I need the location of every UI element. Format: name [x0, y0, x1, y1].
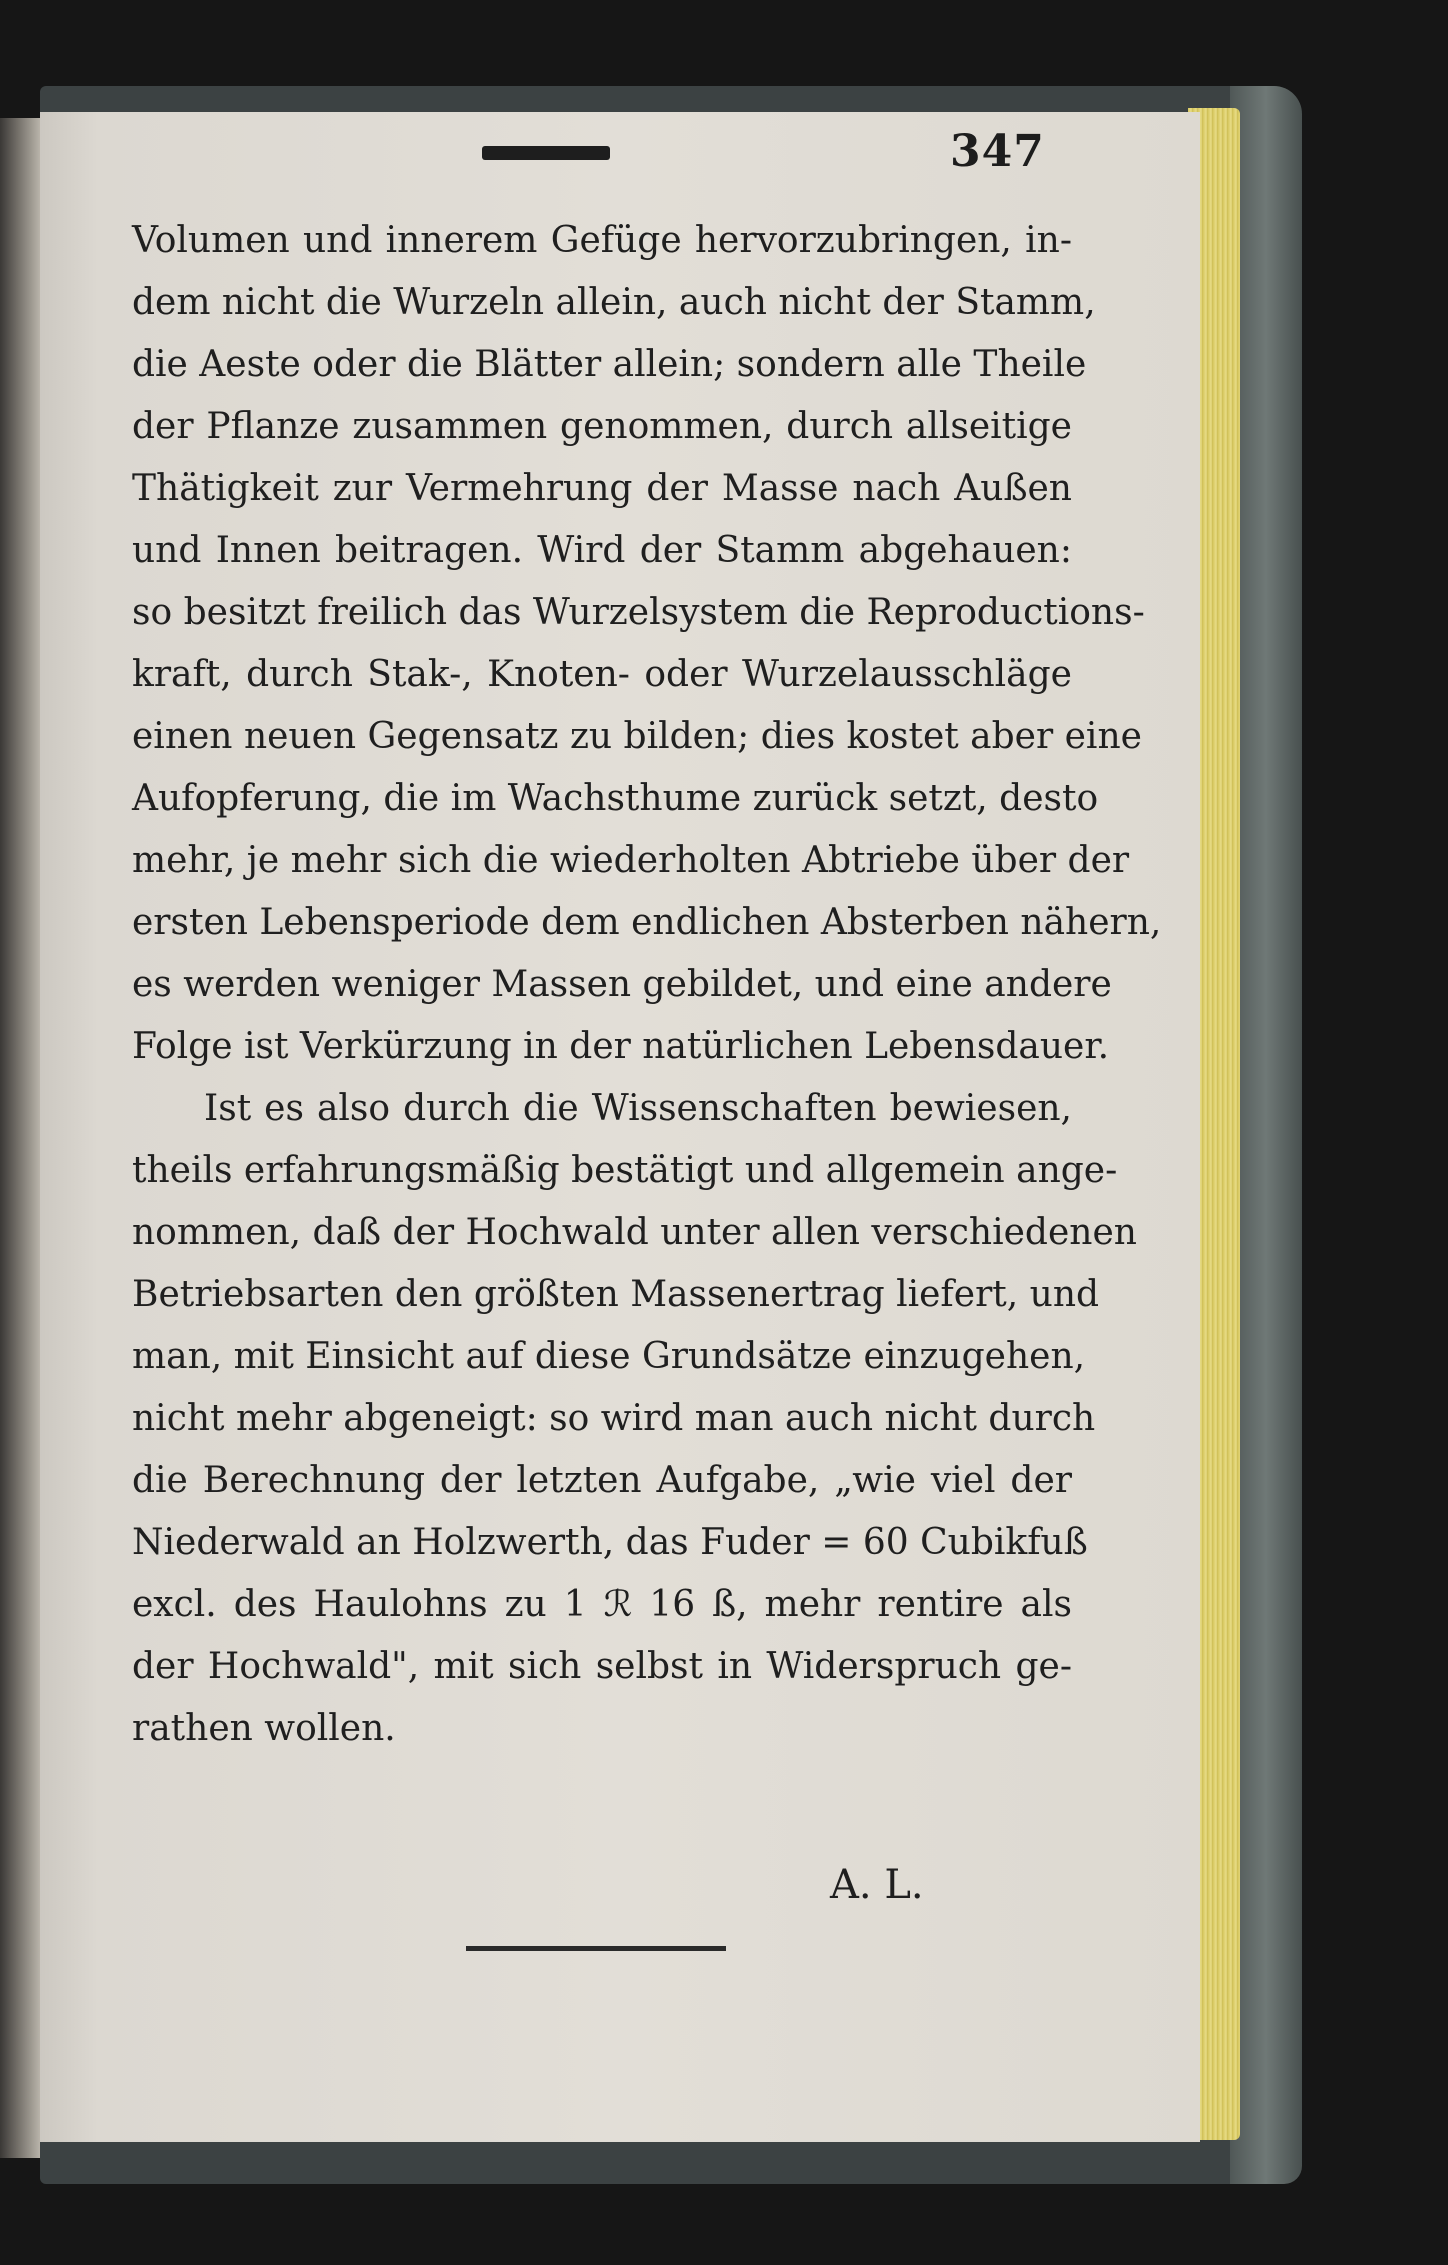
text-line: der Hochwald", mit sich selbst in Widerspruch ge- [132, 1646, 1072, 1687]
text-line: nommen, daß der Hochwald unter allen verschiedenen [132, 1212, 1137, 1253]
text-line: der Pflanze zusammen genommen, durch allseitige [132, 406, 1072, 447]
text-line: Volumen und innerem Gefüge hervorzubringen, in- [132, 220, 1072, 261]
text-line: einen neuen Gegensatz zu bilden; dies kostet aber eine [132, 716, 1142, 757]
text-line: mehr, je mehr sich die wiederholten Abtriebe über der [132, 840, 1130, 881]
text-line: Thätigkeit zur Vermehrung der Masse nach Außen [132, 468, 1072, 509]
text-line: nicht mehr abgeneigt: so wird man auch nicht durch [132, 1398, 1096, 1439]
text-line: kraft, durch Stak-, Knoten- oder Wurzelausschläge [132, 654, 1072, 695]
text-line: man, mit Einsicht auf diese Grundsätze einzugehen, [132, 1336, 1086, 1377]
text-line: die Aeste oder die Blätter allein; sondern alle Theile [132, 344, 1087, 385]
text-line: Folge ist Verkürzung in der natürlichen Lebensdauer. [132, 1026, 1110, 1067]
text-line: dem nicht die Wurzeln allein, auch nicht der Stamm, [132, 282, 1096, 323]
text-line: excl. des Haulohns zu 1 ℛ 16 ß, mehr rentire als [132, 1584, 1072, 1625]
closing-rule [466, 1946, 726, 1951]
header-ornament-rule [482, 146, 610, 160]
body-text [132, 210, 1162, 1760]
page-number: 347 [950, 126, 1045, 177]
text-line: ersten Lebensperiode dem endlichen Absterben nähern, [132, 902, 1162, 943]
text-line: es werden weniger Massen gebildet, und eine andere [132, 964, 1112, 1005]
text-line: so besitzt freilich das Wurzelsystem die Reproductions- [132, 592, 1145, 633]
text-line: und Innen beitragen. Wird der Stamm abgehauen: [132, 530, 1072, 571]
text-line: Niederwald an Holzwerth, das Fuder = 60 Cubikfuß [132, 1522, 1088, 1563]
text-line: die Berechnung der letzten Aufgabe, „wie viel der [132, 1460, 1072, 1501]
text-line: Ist es also durch die Wissenschaften bewiesen, [204, 1088, 1072, 1129]
text-line: Aufopferung, die im Wachsthume zurück setzt, desto [132, 778, 1099, 819]
text-line: theils erfahrungsmäßig bestätigt und allgemein ange- [132, 1150, 1118, 1191]
facing-page-edge [0, 118, 40, 2158]
text-line: Betriebsarten den größten Massenertrag liefert, und [132, 1274, 1100, 1315]
text-line: rathen wollen. [132, 1708, 396, 1749]
author-signature: A. L. [830, 1862, 924, 1908]
book-cover-edge [1230, 86, 1302, 2184]
